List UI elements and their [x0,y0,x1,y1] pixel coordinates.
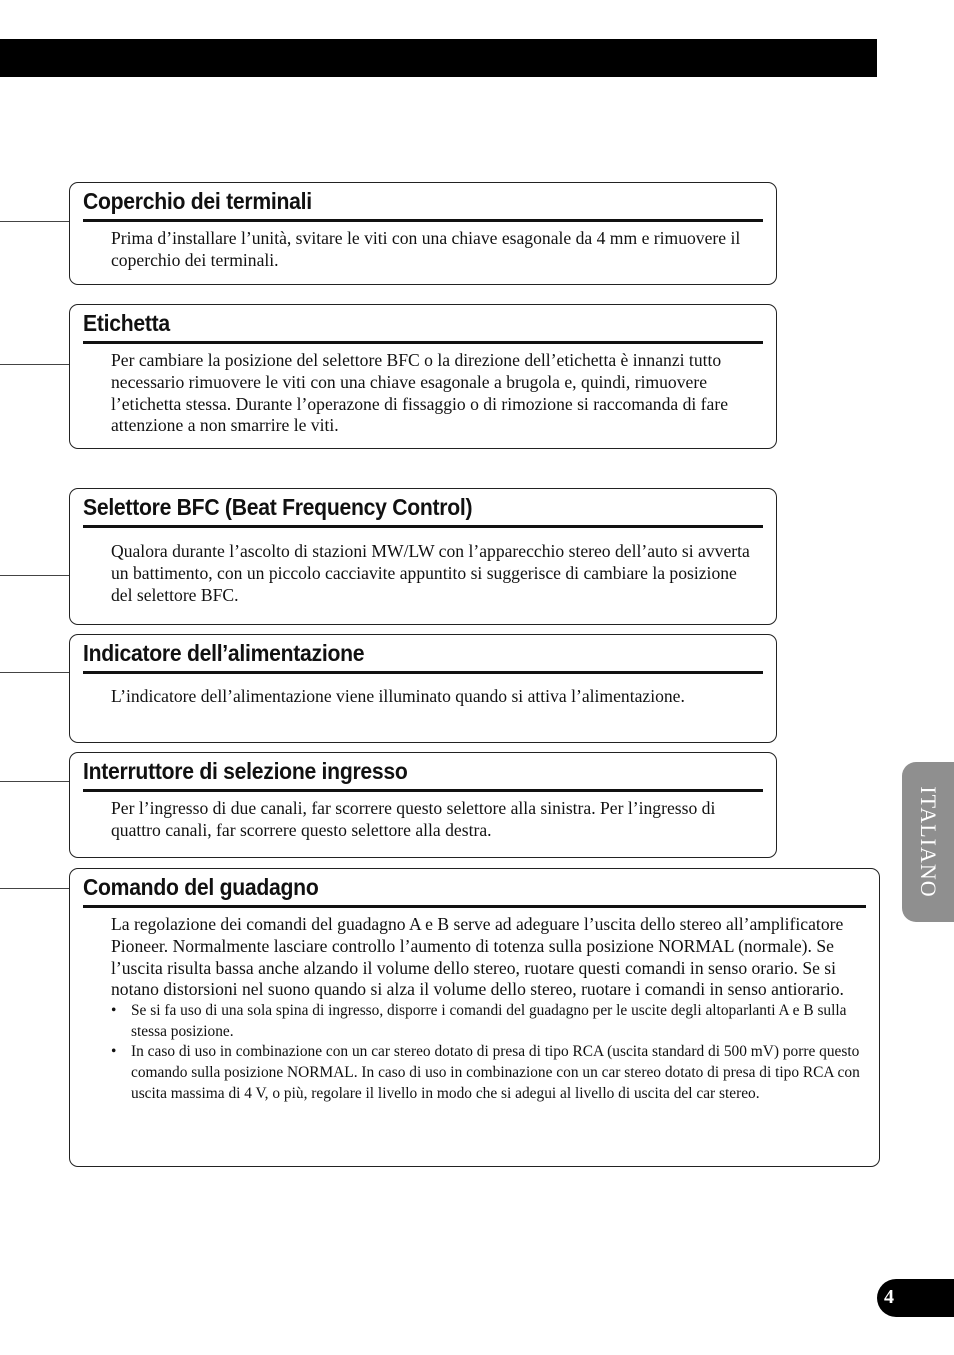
section-comando-guadagno [69,868,880,1167]
leader-line [0,672,69,673]
title-rule [83,219,763,222]
title-rule [83,789,763,792]
leader-line [0,364,69,365]
title-rule [83,525,763,528]
section-title: Indicatore dell’alimentazione [83,640,365,666]
section-body: Prima d’installare l’unità, svitare le viti con una chiave esagonale da 4 mm e rimuovere il coperchio dei terminali. [111,228,741,270]
section-body: Qualora durante l’ascolto di stazioni MW/LW con l’apparecchio stereo dell’auto si avverta un battimento, con un piccolo cacciavite appuntito si suggerisce di cambiare la posizione del selettore BFC. [111,541,750,605]
page-number: 4 [884,1286,894,1308]
section-body: Per l’ingresso di due canali, far scorrere questo selettore alla sinistra. Per l’ingresso di quattro canali, far scorrere questo selettore alla destra. [111,798,716,840]
section-title: Comando del guadagno [83,874,319,900]
list-item: • In caso di uso in combinazione con un car stereo dotato di presa di tipo RCA (uscita standard di 500 mV) porre questo comando sulla posizione NORMAL. In caso di uso in combinazione con un car stereo dotato di presa di tipo RCA con uscita massima di 4 V, o più, regolare il livello in modo che si adegui al livello di uscita del car stereo. [111,1042,865,1104]
section-title: Etichetta [83,310,170,336]
page-number-tab [877,1279,954,1317]
section-body: La regolazione dei comandi del guadagno A e B serve ad adeguare l’uscita dello stereo all’amplificatore Pioneer. Normalmente lasciare controllo l’aumento di totenza sulla posizione NORMAL (normale). Se l’uscita risulta bassa anche alzando il volume dello stereo, ruotare questi comandi in senso orario. Se si notano distorsioni nel suono quando si alza il volume dello stereo, ruotare i comandi in senso antiorario. [111,914,844,1000]
title-rule [83,341,763,344]
section-title: Selettore BFC (Beat Frequency Control) [83,494,473,520]
section-title: Coperchio dei terminali [83,188,312,214]
header-bar [0,39,877,77]
section-body: L’indicatore dell’alimentazione viene illuminato quando si attiva l’alimentazione. [111,686,685,706]
section-indicatore-alimentazione [69,634,777,743]
title-rule [83,671,763,674]
leader-line [0,781,69,782]
language-label: ITALIANO [916,786,941,898]
section-coperchio-terminali [69,182,777,285]
leader-line [0,575,69,576]
section-etichetta [69,304,777,449]
section-body-wrapper [111,914,865,1104]
section-body: Per cambiare la posizione del selettore BFC o la direzione dell’etichetta è innanzi tutto necessario rimuovere le viti con una chiave esagonale a brugola e, quindi, rimuovere l’etichetta stessa. Durante l’operazone di fissaggio o di rimozione si raccomanda di fare attenzione a non smarrire le viti. [111,350,729,436]
section-selettore-bfc [69,488,777,625]
section-title: Interruttore di selezione ingresso [83,758,408,784]
list-item: • Se si fa uso di una sola spina di ingresso, disporre i comandi del guadagno per le uscite degli altoparlanti A e B sulla stessa posizione. [111,1001,865,1042]
title-rule [83,905,866,908]
section-interruttore-ingresso [69,752,777,858]
leader-line [0,888,69,889]
language-tab [902,762,954,922]
leader-line [0,221,69,222]
bullet-list [111,1001,865,1104]
